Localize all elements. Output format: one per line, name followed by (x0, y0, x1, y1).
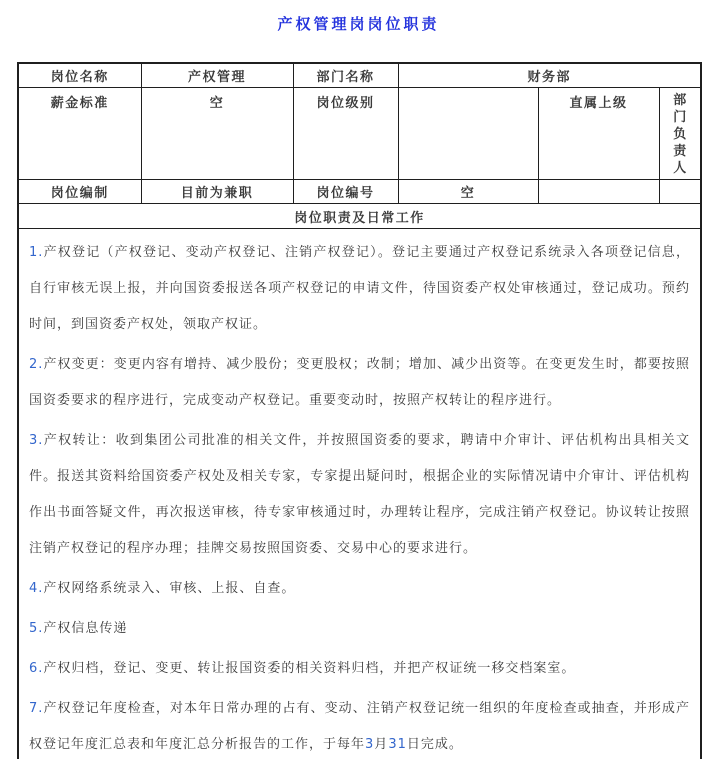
table-row (18, 180, 701, 204)
direct-superior-label: 直属上级 (538, 88, 659, 180)
duty-paragraph (29, 347, 690, 419)
duty-paragraph (29, 611, 690, 647)
table-row (18, 88, 701, 180)
duty-text: 日完成。 (406, 737, 463, 752)
empty-cell (659, 180, 701, 204)
headcount-value: 目前为兼职 (141, 180, 293, 204)
duty-paragraph (29, 651, 690, 687)
duty-text: 产权登记年度检查，对本年日常办理的占有、变动、注销产权登记统一组织的年度检查或抽查，并形成产权登记年度汇总表和年度汇总分析报告的工作，于每年 (29, 701, 690, 752)
headcount-label: 岗位编制 (18, 180, 141, 204)
duty-number: 4. (29, 581, 44, 596)
duty-text: 月 (374, 737, 389, 752)
empty-cell (538, 180, 659, 204)
position-number-label: 岗位编号 (293, 180, 398, 204)
duty-text: 产权登记（产权登记、变动产权登记、注销产权登记）。登记主要通过产权登记系统录入各项登记信息，自行审核无误上报，并向国资委报送各项产权登记的申请文件，待国资委产权处审核通过，登记成功。预约时间，到国资委产权处，领取产权证。 (29, 245, 690, 332)
duty-text: 产权网络系统录入、审核、上报、自查。 (43, 581, 296, 596)
table-row (18, 229, 701, 759)
duty-number: 31 (388, 737, 407, 752)
duty-paragraph (29, 571, 690, 607)
duty-number: 1. (29, 245, 44, 260)
duty-number: 6. (29, 661, 44, 676)
salary-standard-value: 空 (141, 88, 293, 180)
page-title: 产权管理岗岗位职责 (277, 15, 440, 33)
direct-superior-value (659, 88, 701, 180)
job-info-table (17, 62, 702, 759)
duty-number: 5. (29, 621, 44, 636)
vertical-text: 部门负责人 (673, 93, 687, 176)
duty-text: 产权归档，登记、变更、转让报国资委的相关资料归档，并把产权证统一移交档案室。 (43, 661, 576, 676)
duty-text: 产权变更：变更内容有增持、减少股份；变更股权；改制；增加、减少出资等。在变更发生时，都要按照国资委要求的程序进行，完成变动产权登记。重要变动时，按照产权转让的程序进行。 (29, 357, 690, 408)
duties-cell (18, 229, 701, 759)
position-grade-value (398, 88, 538, 180)
section-header: 岗位职责及日常工作 (18, 204, 701, 229)
duty-text: 产权转让：收到集团公司批准的相关文件，并按照国资委的要求，聘请中介审计、评估机构出具相关文件。报送其资料给国资委产权处及相关专家，专家提出疑问时，根据企业的实际情况请中介审计、评估机构作出书面答疑文件，再次报送审核，待专家审核通过时，办理转让程序，完成注销产权登记。协议转让按照注销产权登记的程序办理；挂牌交易按照国资委、交易中心的要求进行。 (29, 433, 690, 556)
duty-number: 3 (365, 737, 375, 752)
duty-paragraph (29, 235, 690, 343)
duty-number: 7. (29, 701, 44, 716)
position-number-value: 空 (398, 180, 538, 204)
salary-standard-label: 薪金标准 (18, 88, 141, 180)
duty-paragraph (29, 691, 690, 759)
position-name-label: 岗位名称 (18, 63, 141, 88)
duty-text: 产权信息传递 (43, 621, 128, 636)
position-name-value: 产权管理 (141, 63, 293, 88)
position-grade-label: 岗位级别 (293, 88, 398, 180)
department-label: 部门名称 (293, 63, 398, 88)
department-value: 财务部 (398, 63, 701, 88)
duty-number: 3. (29, 433, 44, 448)
table-row (18, 204, 701, 229)
duty-number: 2. (29, 357, 44, 372)
duties-list (29, 235, 690, 759)
table-row (18, 63, 701, 88)
duty-paragraph (29, 423, 690, 567)
